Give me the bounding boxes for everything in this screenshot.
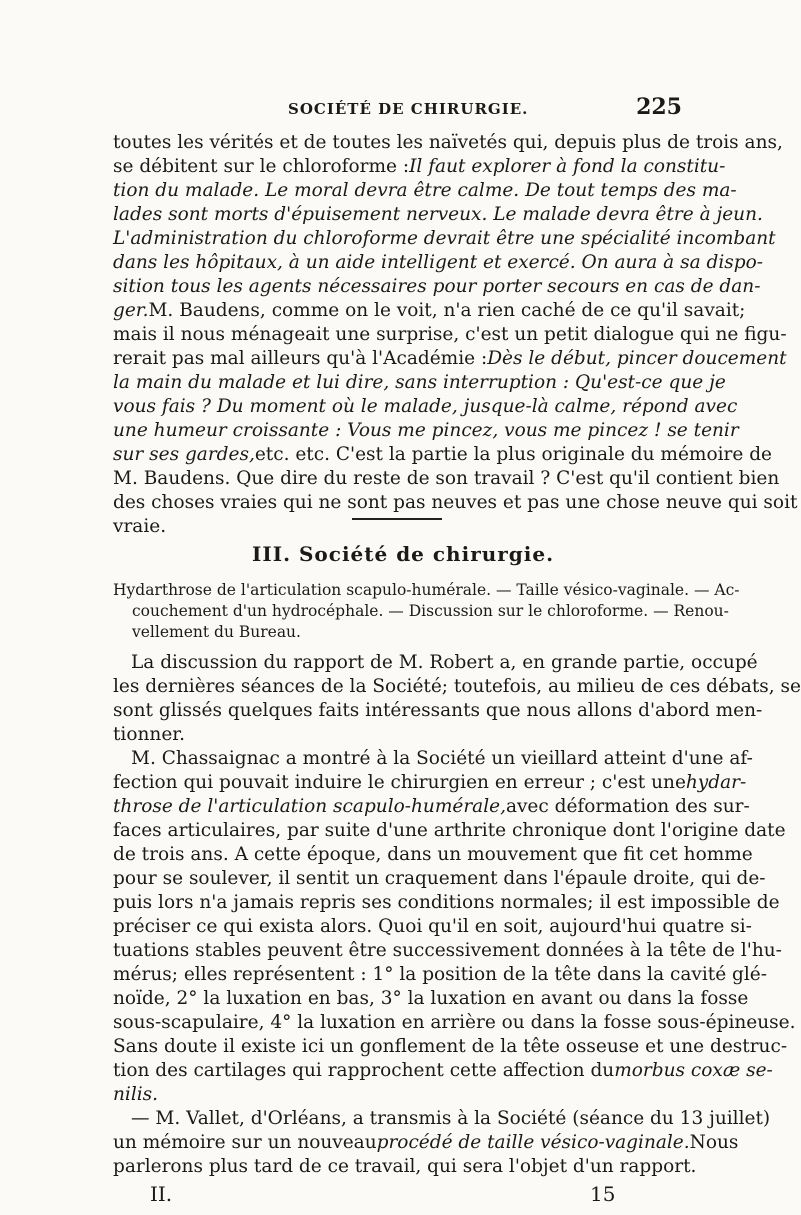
text-line: la main du malade et lui dire, sans interruption : Qu'est-ce que je [113,372,726,393]
text-line: M. Chassaignac a montré à la Société un vieillard atteint d'une af- [131,748,753,769]
text-line: se débitent sur le chloroforme :Il faut explorer à fond la constitu- [113,156,726,177]
text-line: pour se soulever, il sentit un craquement dans l'épaule droite, qui de- [113,868,766,889]
summary-line: Hydarthrose de l'articulation scapulo-humérale. — Taille vésico-vaginale. — Ac- [113,581,740,599]
text-line: une humeur croissante : Vous me pincez, vous me pincez ! se tenir [113,420,739,441]
text-line: sont glissés quelques faits intéressants que nous allons d'abord men- [113,700,763,721]
sheet-number: 15 [590,1182,616,1206]
page-number: 225 [636,94,682,120]
page-footer [150,1182,616,1208]
text-line: Sans doute il existe ici un gonflement de la tête osseuse et une destruc- [113,1036,788,1057]
text-line: L'administration du chloroforme devrait être une spécialité incombant [113,228,776,249]
summary-line: vellement du Bureau. [132,623,301,641]
text-line: mais il nous ménageait une surprise, c'est un petit dialogue qui ne figu- [113,324,787,345]
running-head [112,94,682,122]
text-line: tionner. [113,724,185,745]
text-line: noïde, 2° la luxation en bas, 3° la luxation en avant ou dans la fosse [113,988,749,1009]
text-line: tuations stables peuvent être successivement données à la tête de l'hu- [113,940,782,961]
text-line: vraie. [113,516,167,537]
text-line: ger.M. Baudens, comme on le voit, n'a rien caché de ce qu'il savait; [113,300,746,321]
text-line: mérus; elles représentent : 1° la position de la tête dans la cavité glé- [113,964,767,985]
section-divider [352,518,442,520]
text-line: dans les hôpitaux, à un aide intelligent et exercé. On aura à sa dispo- [113,252,763,273]
summary-line: couchement d'un hydrocéphale. — Discussion sur le chloroforme. — Renou- [132,602,729,620]
section-title: III. Société de chirurgie. [252,542,555,566]
text-line: puis lors n'a jamais repris ses conditions normales; il est impossible de [113,892,780,913]
running-title: SOCIÉTÉ DE CHIRURGIE. [288,100,529,118]
text-line: tion du malade. Le moral devra être calme. De tout temps des ma- [113,180,737,201]
text-line: sous-scapulaire, 4° la luxation en arrière ou dans la fosse sous-épineuse. [113,1012,796,1033]
text-line: faces articulaires, par suite d'une arthrite chronique dont l'origine date [113,820,786,841]
text-line: nilis. [113,1084,159,1105]
text-line: La discussion du rapport de M. Robert a, en grande partie, occupé [131,652,758,673]
signature-mark: II. [150,1182,173,1206]
text-line: throse de l'articulation scapulo-humérale,avec déformation des sur- [113,796,750,817]
text-line: les dernières séances de la Société; toutefois, au milieu de ces débats, se [113,676,801,697]
text-line: lades sont morts d'épuisement nerveux. Le malade devra être à jeun. [113,204,763,225]
text-line: — M. Vallet, d'Orléans, a transmis à la Société (séance du 13 juillet) [131,1108,771,1129]
text-line: parlerons plus tard de ce travail, qui sera l'objet d'un rapport. [113,1156,697,1177]
text-line: de trois ans. A cette époque, dans un mouvement que fit cet homme [113,844,753,865]
text-line: vous fais ? Du moment où le malade, jusque-là calme, répond avec [113,396,738,417]
text-line: sur ses gardes,etc. etc. C'est la partie la plus originale du mémoire de [113,444,772,465]
text-line: des choses vraies qui ne sont pas neuves et pas une chose neuve qui soit [113,492,798,513]
text-line: rerait pas mal ailleurs qu'à l'Académie :Dès le début, pincer doucement [113,348,787,369]
text-line: sition tous les agents nécessaires pour porter secours en cas de dan- [113,276,761,297]
text-line: tion des cartilages qui rapprochent cette affection dumorbus coxæ se- [113,1060,773,1081]
text-line: préciser ce qui exista alors. Quoi qu'il en soit, aujourd'hui quatre si- [113,916,752,937]
text-line: M. Baudens. Que dire du reste de son travail ? C'est qu'il contient bien [113,468,780,489]
text-line: fection qui pouvait induire le chirurgien en erreur ; c'est unehydar- [113,772,747,793]
text-line: un mémoire sur un nouveauprocédé de taille vésico-vaginale.Nous [113,1132,739,1153]
text-line: toutes les vérités et de toutes les naïvetés qui, depuis plus de trois ans, [113,132,783,153]
